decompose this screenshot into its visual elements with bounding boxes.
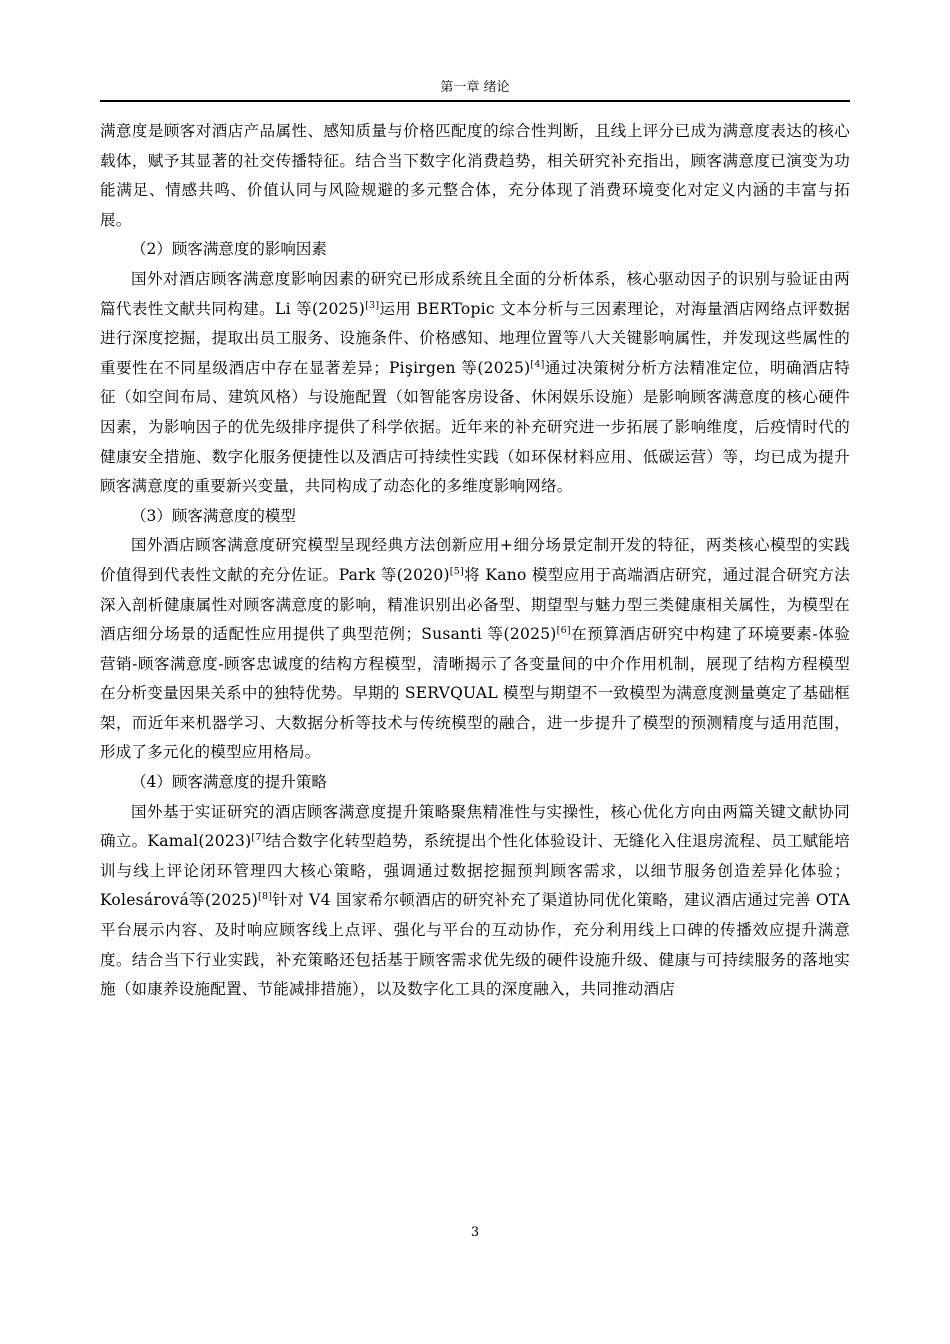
citation-ref: [8] xyxy=(258,891,273,903)
section-heading-models: （3）顾客满意度的模型 xyxy=(131,506,296,525)
paragraph-models xyxy=(100,531,850,768)
page-body xyxy=(100,117,850,1005)
page-number: 3 xyxy=(470,1225,480,1240)
paragraph-satisfaction-definition: 满意度是顾客对酒店产品属性、感知质量与价格匹配度的综合性判断，且线上评分已成为满意度表达的核心载体，赋予其显著的社交传播特征。结合当下数字化消费趋势，相关研究补充指出，顾客满意度已演变为功能满足、情感共鸣、价值认同与风险规避的多元整合体，充分体现了消费环境变化对定义内涵的丰富与拓展。 xyxy=(100,122,850,229)
text-segment: 国外基于实证研究的酒店顾客满意度提升策略聚焦精准性与实操性，核心优化方向由两篇关键文献协同确立。Kamal(2023) xyxy=(100,802,850,851)
text-segment: 通过决策树分析方法精准定位，明确酒店特征（如空间布局、建筑风格）与设施配置（如智能客房设备、休闲娱乐设施）是影响顾客满意度的核心硬件因素，为影响因子的优先级排序提供了科学依据。近年来的补充研究进一步拓展了影响维度，后疫情时代的健康安全措施、数字化服务便捷性以及酒店可持续性实践（如环保材料应用、低碳运营）等，均已成为提升顾客满意度的重要新兴变量，共同构成了动态化的多维度影响网络。 xyxy=(100,358,850,496)
paragraph-strategies xyxy=(100,798,850,1005)
text-segment: 国外酒店顾客满意度研究模型呈现经典方法创新应用+细分场景定制开发的特征，两类核心模型的实践价值得到代表性文献的充分佐证。Park 等(2020) xyxy=(100,536,850,584)
header-rule xyxy=(100,100,850,102)
text-segment: 针对 V4 国家希尔顿酒店的研究补充了渠道协同优化策略，建议酒店通过完善 OTA 平台展示内容、及时响应顾客线上点评、强化与平台的互动协作，充分利用线上口碑的传播效应提升满意度。结合当下行业实践，补充策略还包括基于顾客需求优先级的硬件设施升级、健康与可持续服务的落地实施（如康养设施配置、节能减排措施），以及数字化工具的深度融入，共同推动酒店 xyxy=(100,891,850,999)
text-segment: 国外对酒店顾客满意度影响因素的研究已形成系统且全面的分析体系，核心驱动因子的识别与验证由两篇代表性文献共同构建。Li 等(2025) xyxy=(100,269,850,318)
citation-ref: [3] xyxy=(365,299,380,311)
text-segment: 将 Kano 模型应用于高端酒店研究，通过混合研究方法深入剖析健康属性对顾客满意度的影响，精准识别出必备型、期望型与魅力型三类健康相关属性，为模型在酒店细分场景的适配性应用提供了典型范例；Susanti 等(2025) xyxy=(100,565,850,644)
section-heading-influencing-factors: （2）顾客满意度的影响因素 xyxy=(131,240,327,259)
citation-ref: [6] xyxy=(556,625,571,637)
running-header: 第一章 绪论 xyxy=(440,80,510,95)
section-heading-strategies: （4）顾客满意度的提升策略 xyxy=(131,773,327,792)
paragraph-influencing-factors xyxy=(100,265,850,502)
text-segment: 运用 BERTopic 文本分析与三因素理论，对海量酒店网络点评数据进行深度挖掘，提取出员工服务、设施条件、价格感知、地理位置等八大关键影响属性，并发现这些属性的重要性在不同星级酒店中存在显著差异；Pişirgen 等(2025) xyxy=(100,299,850,377)
citation-ref: [4] xyxy=(530,358,545,370)
citation-ref: [7] xyxy=(251,832,266,844)
text-segment: 在预算酒店研究中构建了环境要素-体验营销-顾客满意度-顾客忠诚度的结构方程模型，清晰揭示了各变量间的中介作用机制，展现了结构方程模型在分析变量因果关系中的独特优势。早期的 SERVQUAL 模型与期望不一致模型为满意度测量奠定了基础框架，而近年来机器学习、大数据分析等技术与传统模型的融合，进一步提升了模型的预测精度与适用范围，形成了多元化的模型应用格局。 xyxy=(100,625,850,762)
text-segment: 结合数字化转型趋势，系统提出个性化体验设计、无缝化入住退房流程、员工赋能培训与线上评论闭环管理四大核心策略，强调通过数据挖掘预判顾客需求，以细节服务创造差异化体验；Kolesárová等(2025) xyxy=(100,832,850,910)
citation-ref: [5] xyxy=(449,565,464,577)
